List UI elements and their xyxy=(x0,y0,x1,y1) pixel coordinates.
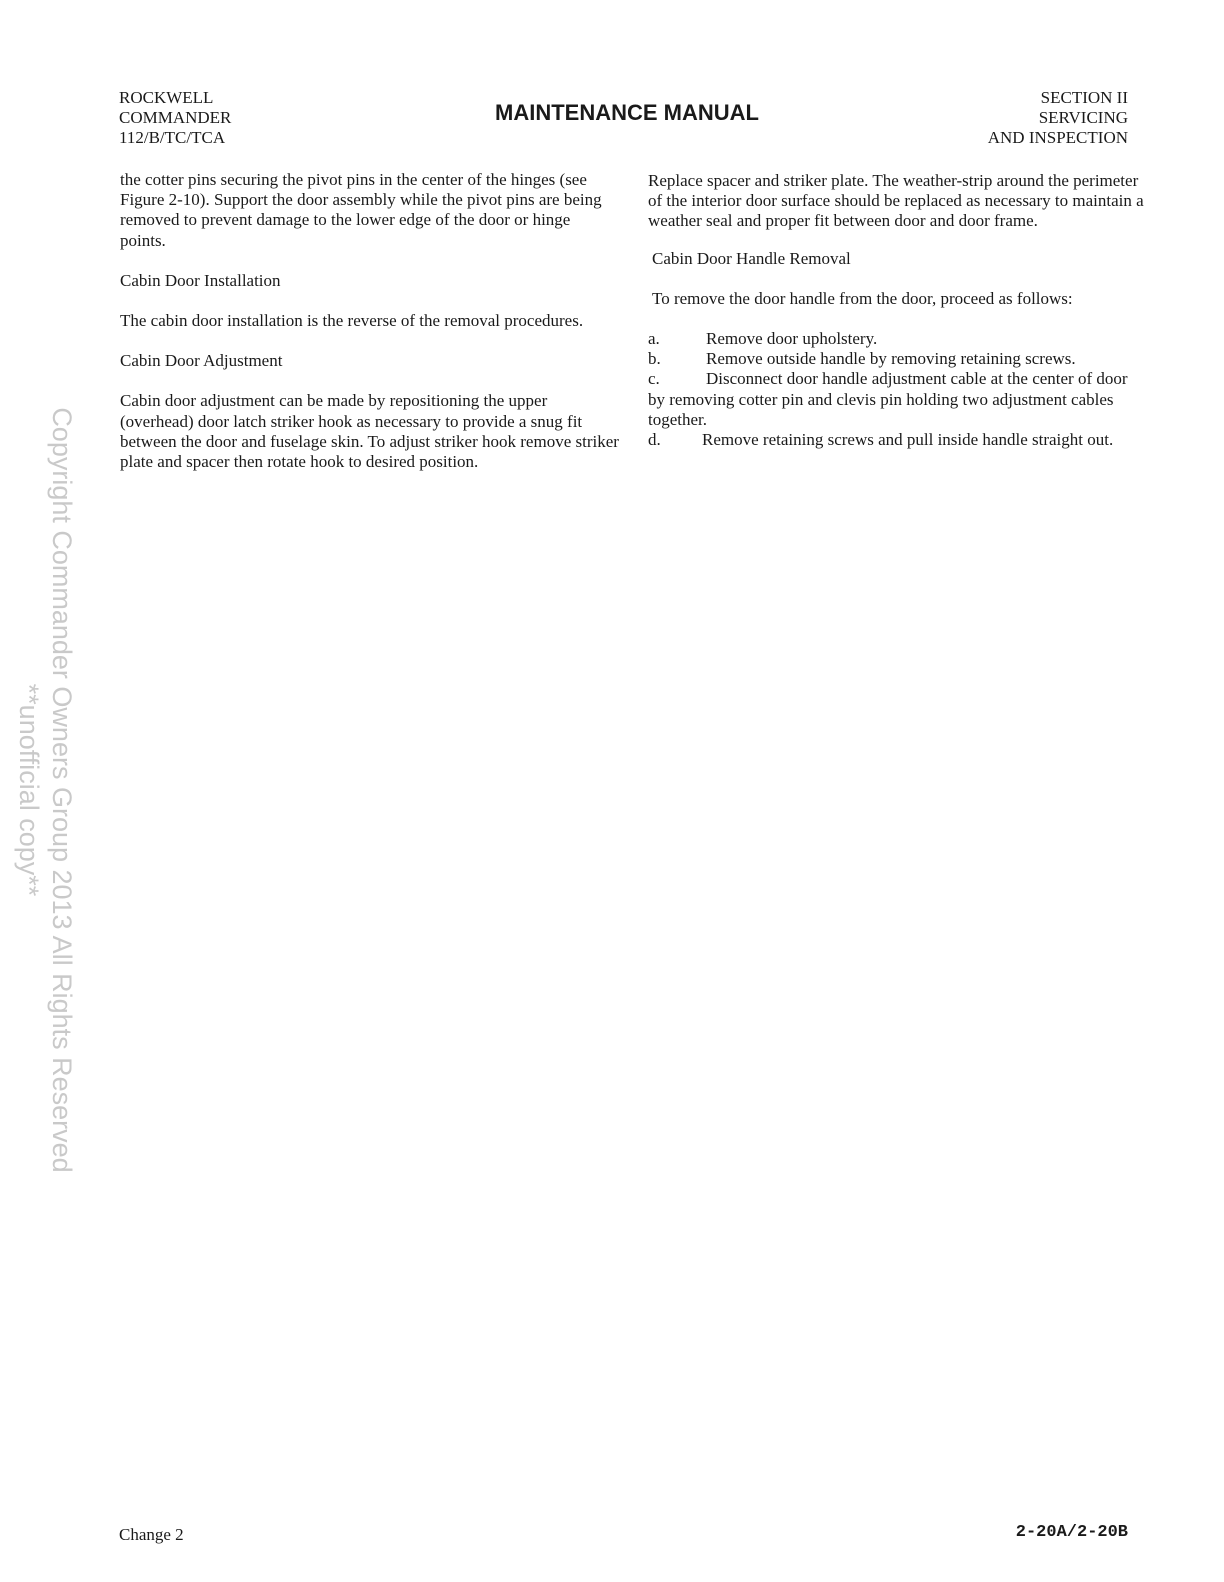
list-item-label: c. xyxy=(648,369,660,389)
header-left-line: COMMANDER xyxy=(119,108,232,127)
right-column xyxy=(648,171,1144,450)
watermark-line: **unofficial copy** xyxy=(14,683,44,897)
list-item-text: Remove outside handle by removing retaining screws. xyxy=(706,349,1076,369)
copyright-watermark xyxy=(12,390,78,1190)
page-number: 2-20A/2-20B xyxy=(1015,1523,1128,1542)
paragraph: Cabin door adjustment can be made by repositioning the upper (overhead) door latch striker hook as necessary to provide a snug fit between the door and fuselage skin. To adjust striker hook remove striker plate and spacer then rotate hook to desired position. xyxy=(120,391,619,472)
header-left-line: 112/B/TC/TCA xyxy=(119,128,226,147)
paragraph: To remove the door handle from the door, proceed as follows: xyxy=(652,288,1073,308)
paragraph: The cabin door installation is the reverse of the removal procedures. xyxy=(120,311,584,331)
list-item-text: Remove retaining screws and pull inside handle straight out. xyxy=(702,430,1114,450)
paragraph: the cotter pins securing the pivot pins in the center of the hinges (see Figure 2-10). Support the door assembly while the pivot pins are being removed to prevent damage to the lower edge of the door or hinge points. xyxy=(120,170,602,250)
list-item xyxy=(648,369,1144,430)
list-item-label: a. xyxy=(648,329,660,349)
header-right-line: SERVICING xyxy=(1038,108,1128,127)
header-right-line: SECTION II xyxy=(1040,88,1128,107)
list-item-text: Remove door upholstery. xyxy=(706,329,878,349)
left-column xyxy=(120,170,620,472)
section-heading: Cabin Door Handle Removal xyxy=(652,248,851,268)
list-item-label: d. xyxy=(648,430,661,450)
header-right-line: AND INSPECTION xyxy=(987,128,1128,147)
page-title: MAINTENANCE MANUAL xyxy=(495,100,759,125)
change-number: Change 2 xyxy=(119,1525,184,1544)
list-item-text: Disconnect door handle adjustment cable at the center of door by removing cotter pin and clevis pin holding two adjustment cables together. xyxy=(648,369,1128,429)
list-item xyxy=(648,349,1144,369)
section-heading: Cabin Door Installation xyxy=(120,270,281,290)
list-item xyxy=(648,329,1144,349)
paragraph: Replace spacer and striker plate. The weather-strip around the perimeter of the interior door surface should be replaced as necessary to maintain a weather seal and proper fit between door and door frame. xyxy=(648,171,1144,231)
list-item xyxy=(648,430,1144,450)
list-item-label: b. xyxy=(648,349,661,369)
section-heading: Cabin Door Adjustment xyxy=(120,351,283,371)
header-section xyxy=(988,88,1128,148)
header-left-line: ROCKWELL xyxy=(119,88,214,107)
watermark-line: Copyright Commander Owners Group 2013 All Rights Reserved xyxy=(47,407,77,1173)
